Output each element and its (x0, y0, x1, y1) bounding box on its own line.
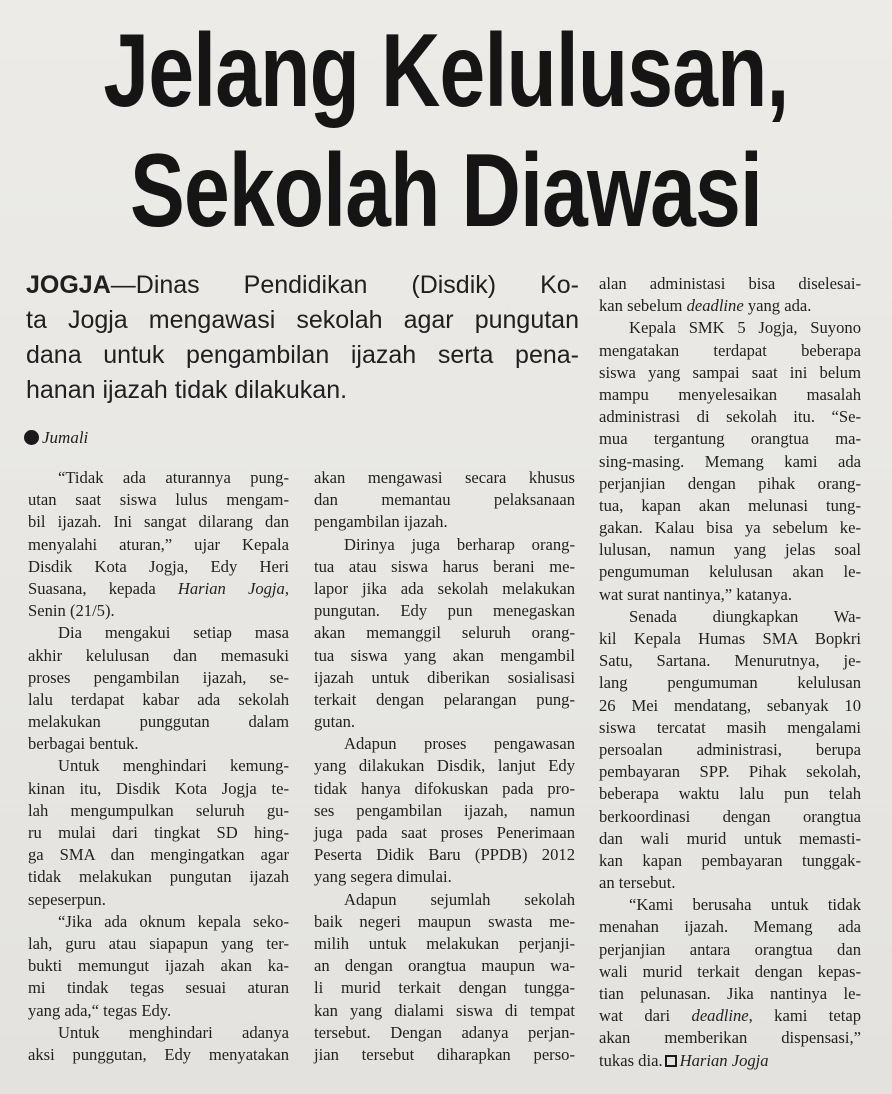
source-credit: Harian Jogja (679, 1050, 769, 1070)
text-line: menyalahi aturan,” ujar Kepala (28, 534, 289, 554)
text-line: gakan. Kalau bisa ya sebelum ke- (599, 518, 861, 538)
text-line: wat dari deadline, kami tetap (599, 1006, 861, 1026)
text-line: persoalan administrasi, berupa (599, 739, 861, 759)
text-line: sing-masing. Memang kami ada (599, 451, 861, 471)
byline (24, 428, 88, 448)
text-line: akan memanggil seluruh orang- (314, 623, 575, 643)
text-line: Senada diungkapkan Wa- (629, 606, 861, 626)
text-line: “Jika ada oknum kepala seko- (58, 911, 289, 931)
text-line: mi tindak tegas sesuai aturan (28, 978, 289, 998)
headline-line-2: Sekolah Diawasi (129, 133, 763, 249)
text-line: “Tidak ada aturannya pung- (58, 468, 289, 487)
text-line: Disdik Kota Jogja, Edy Heri (28, 556, 289, 576)
text-line: juga pada saat proses Penerimaan (314, 823, 575, 842)
text-line: milih untuk melakukan perjanji- (314, 933, 575, 953)
lede-line: ta Jogja mengawasi sekolah agar pungutan (26, 306, 579, 334)
text-line: Dia mengakui setiap masa (58, 623, 289, 643)
text-line: tidak hanya difokuskan pada pro- (314, 778, 575, 798)
text-line: lalu terdapat kabar ada sekolah (28, 689, 289, 709)
text-line: Dirinya juga berharap orang- (344, 534, 575, 554)
text-line: kan yang dialami siswa di tempat (314, 1000, 575, 1020)
text-line: tua siswa yang akan mengambil (314, 645, 575, 665)
text-line: siswa tercatat masih mengalami (599, 717, 861, 737)
text-line: lang pengumuman kelulusan (599, 673, 861, 693)
text-line: Satu, Sartana. Menurutnya, je- (599, 651, 861, 671)
italic-term: deadline (686, 296, 744, 316)
bullet-dot-icon (24, 430, 39, 445)
text-line: akan memberikan dispensasi,” (599, 1028, 861, 1048)
text-line: terkait dengan pelarangan pung- (314, 689, 575, 709)
text-line: Suasana, kepada Harian Jogja, (28, 578, 289, 598)
text-line: yang dilakukan Disdik, lanjut Edy (314, 756, 575, 776)
text-line: melakukan punggutan dalam (28, 712, 289, 732)
text-line: siswa yang sampai saat ini belum (599, 362, 861, 382)
text-line: Adapun proses pengawasan (344, 734, 575, 754)
text-line: 26 Mei mendatang, sebanyak 10 (599, 695, 861, 715)
lede-paragraph (26, 268, 579, 408)
text-line: ru mulai dari tingkat SD hing- (28, 823, 289, 842)
text-line: kan kapan pembayaran tunggak- (599, 850, 861, 870)
text-line: mampu menyelesaikan masalah (599, 384, 861, 404)
text-line: baik negeri maupun swasta me- (314, 911, 575, 931)
text-line: tian pelunasan. Jika nantinya le- (599, 984, 861, 1003)
text-line: kinan itu, Disdik Kota Jogja te- (28, 778, 289, 798)
text-line: Untuk menghindari kemung- (58, 756, 289, 776)
text-line: tua, kapan akan melunasi tung- (599, 495, 861, 515)
text-line: pengumuman kelulusan akan le- (599, 562, 861, 582)
text-line: an dengan orangtua maupun wa- (314, 956, 575, 976)
text-line: kil Kepala Humas SMA Bopkri (599, 629, 861, 648)
text-line: berkoordinasi dengan orangtua (599, 806, 861, 826)
text-line: bil ijazah. Ini sangat dilarang dan (28, 512, 289, 532)
headline-line-1: Jelang Kelulusan, (103, 13, 789, 129)
text-line: Untuk menghindari adanya (58, 1022, 289, 1042)
text-line: kan sebelum deadline yang ada. (599, 296, 812, 316)
text-line: lah mengumpulkan seluruh gu- (28, 800, 289, 820)
text-line: “Kami berusaha untuk tidak (629, 895, 861, 915)
text-line: akhir kelulusan dan memasuki (28, 645, 289, 665)
text-line: pengambilan ijazah. (314, 512, 448, 532)
text-line: lulusan, namun yang jelas soal (599, 540, 861, 560)
text-line: jian tersebut diharapkan perso- (314, 1044, 575, 1064)
text-line: proses pengambilan ijazah, se- (28, 667, 289, 687)
article-column-3 (599, 273, 861, 1072)
text-line: ga SMA dan mengingatkan agar (28, 845, 289, 865)
text-line: yang ada,“ tegas Edy. (28, 1000, 172, 1020)
text-line: perjanjian dengan pihak orang- (599, 473, 861, 493)
text-line: mengatakan terdapat beberapa (599, 340, 861, 360)
text-line: beberapa waktu lalu pun telah (599, 784, 861, 804)
text-line: yang segera dimulai. (314, 867, 452, 887)
text-line: menahan ijazah. Memang ada (599, 917, 861, 937)
lede-line: dana untuk pengambilan ijazah serta pena- (26, 341, 579, 369)
text-line: Kepala SMK 5 Jogja, Suyono (629, 318, 861, 338)
text-line: administrasi di sekolah itu. “Se- (599, 407, 861, 427)
text-line: dan wali murid untuk memasti- (599, 828, 861, 848)
text-line: ses pengambilan ijazah, namun (314, 800, 575, 820)
italic-term: deadline (691, 1006, 749, 1026)
text-line: lapor jika ada sekolah melakukan (314, 578, 575, 598)
text-line: utan saat siswa lulus mengam- (28, 490, 289, 510)
text-line: pembayaran SPP. Pihak sekolah, (599, 762, 861, 782)
text-line: wat surat nantinya,” katanya. (599, 584, 793, 604)
text-line: li murid terkait dengan tungga- (314, 978, 575, 998)
text-line: dan memantau pelaksanaan (314, 490, 575, 510)
end-square-icon (665, 1055, 677, 1067)
text-line: Senin (21/5). (28, 601, 115, 621)
text-line: sepeserpun. (28, 889, 106, 909)
lede-line: hanan ijazah tidak dilakukan. (26, 376, 348, 404)
text-line: alan administasi bisa diselesai- (599, 274, 861, 293)
text-line: Peserta Didik Baru (PPDB) 2012 (314, 845, 575, 865)
dateline: JOGJA (26, 271, 111, 299)
text-line: tukas dia. Harian Jogja (599, 1050, 769, 1070)
text-line: gutan. (314, 712, 356, 732)
article-column-2 (314, 467, 575, 1066)
lede-line: JOGJA—Dinas Pendidikan (Disdik) Ko- (26, 271, 579, 299)
newspaper-name: Harian Jogja (177, 578, 285, 598)
text-line: berbagai bentuk. (28, 734, 139, 754)
text-line: bukti memungut ijazah akan ka- (28, 956, 289, 976)
text-line: aksi punggutan, Edy menyatakan (28, 1044, 289, 1064)
text-line: tidak melakukan pungutan ijazah (28, 867, 289, 887)
text-line: perjanjian antara orangtua dan (599, 939, 861, 959)
article-column-1 (28, 467, 289, 1066)
text-line: tersebut. Dengan adanya perjan- (314, 1022, 575, 1042)
author-name: Jumali (42, 428, 89, 447)
text-line: lah, guru atau siapapun yang ter- (28, 933, 289, 953)
text-line: wali murid terkait dengan kepas- (599, 961, 861, 981)
text-line: Adapun sejumlah sekolah (344, 889, 575, 909)
text-line: an tersebut. (599, 873, 676, 893)
text-line: akan mengawasi secara khusus (314, 468, 575, 487)
text-line: tua atau siswa harus berani me- (314, 556, 575, 576)
text-line: mua tergantung orangtua ma- (599, 429, 861, 449)
text-line: pungutan. Edy pun menegaskan (314, 601, 575, 621)
text-line: ijazah untuk diberikan sosialisasi (314, 667, 575, 687)
